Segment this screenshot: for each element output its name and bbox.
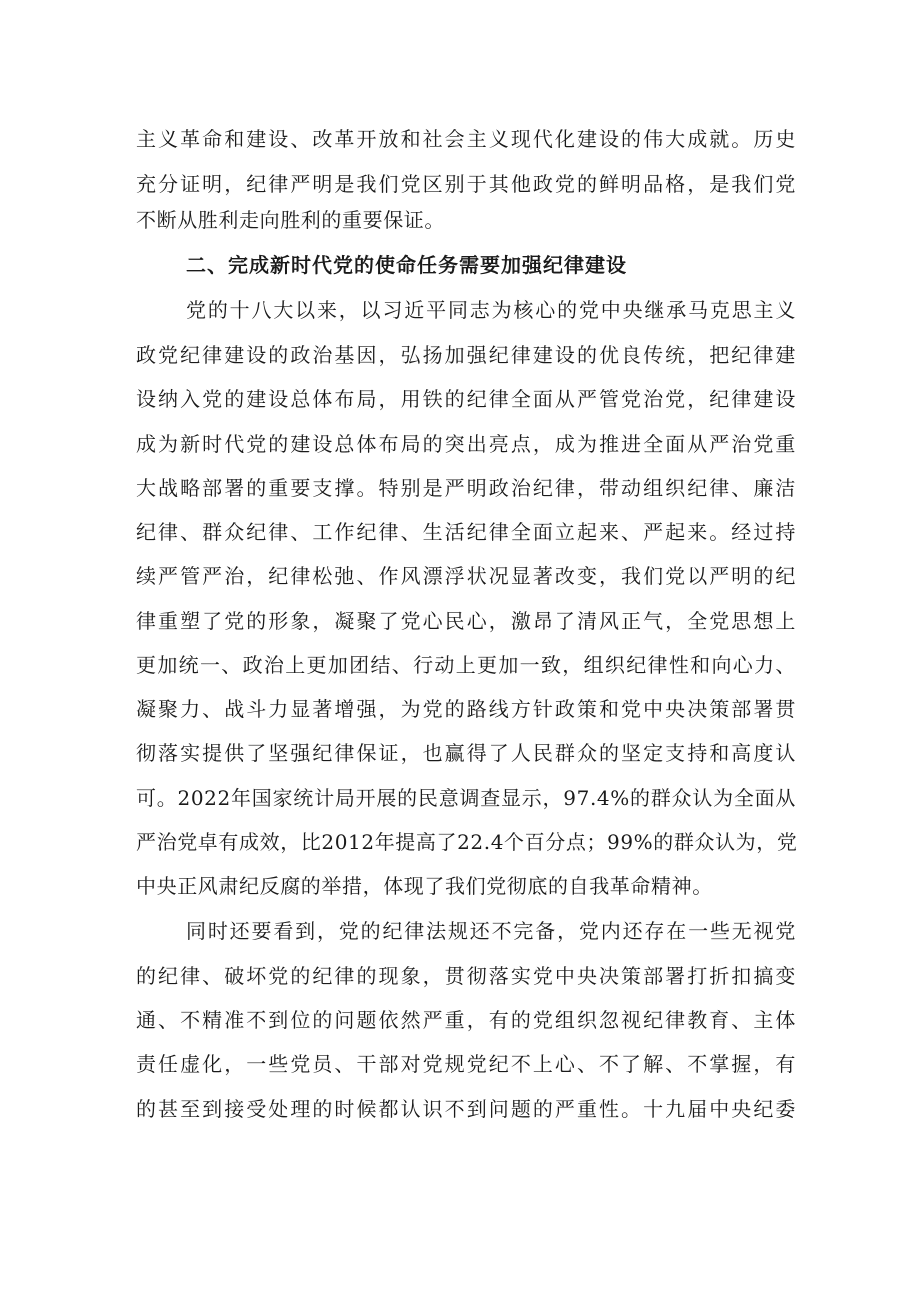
paragraph-line: 主义革命和建设、改革开放和社会主义现代化建设的伟大成就。历史 [136,127,796,151]
section-heading: 二、完成新时代党的使命任务需要加强纪律建设 [186,253,627,277]
paragraph-line: 不断从胜利走向胜利的重要保证。 [136,208,445,232]
paragraph-line: 党的十八大以来，以习近平同志为核心的党中央继承马克思主义 [186,298,796,322]
paragraph-line: 同时还要看到，党的纪律法规还不完备，党内还存在一些无视党 [186,919,796,943]
paragraph-line: 设纳入党的建设总体布局，用铁的纪律全面从严管党治党，纪律建设 [136,387,796,411]
paragraph-line: 纪律、群众纪律、工作纪律、生活纪律全面立起来、严起来。经过持 [136,520,796,544]
paragraph-line: 成为新时代党的建设总体布局的突出亮点，成为推进全面从严治党重 [136,432,796,456]
paragraph-line: 更加统一、政治上更加团结、行动上更加一致，组织纪律性和向心力、 [136,653,796,677]
paragraph-line: 续严管严治，纪律松弛、作风漂浮状况显著改变，我们党以严明的纪 [136,564,796,588]
paragraph-line: 大战略部署的重要支撑。特别是严明政治纪律，带动组织纪律、廉洁 [136,476,796,500]
paragraph-line: 可。2022年国家统计局开展的民意调查显示，97.4%的群众认为全面从 [136,786,796,810]
paragraph-line: 中央正风肃纪反腐的举措，体现了我们党彻底的自我革命精神。 [136,874,713,898]
paragraph-line: 充分证明，纪律严明是我们党区别于其他政党的鲜明品格，是我们党 [136,172,796,196]
paragraph-line: 通、不精准不到位的问题依然严重，有的党组织忽视纪律教育、主体 [136,1008,796,1032]
paragraph-line: 的甚至到接受处理的时候都认识不到问题的严重性。十九届中央纪委 [136,1097,796,1121]
paragraph-line: 彻落实提供了坚强纪律保证，也赢得了人民群众的坚定支持和高度认 [136,741,796,765]
paragraph-line: 律重塑了党的形象，凝聚了党心民心，激昂了清风正气，全党思想上 [136,609,796,633]
paragraph-line: 政党纪律建设的政治基因，弘扬加强纪律建设的优良传统，把纪律建 [136,343,796,367]
paragraph-line: 凝聚力、战斗力显著增强，为党的路线方针政策和党中央决策部署贯 [136,697,796,721]
paragraph-line: 责任虚化，一些党员、干部对党规党纪不上心、不了解、不掌握，有 [136,1052,796,1076]
paragraph-line: 严治党卓有成效，比2012年提高了22.4个百分点；99%的群众认为，党 [136,830,798,854]
paragraph-line: 的纪律、破坏党的纪律的现象，贯彻落实党中央决策部署打折扣搞变 [136,964,796,988]
